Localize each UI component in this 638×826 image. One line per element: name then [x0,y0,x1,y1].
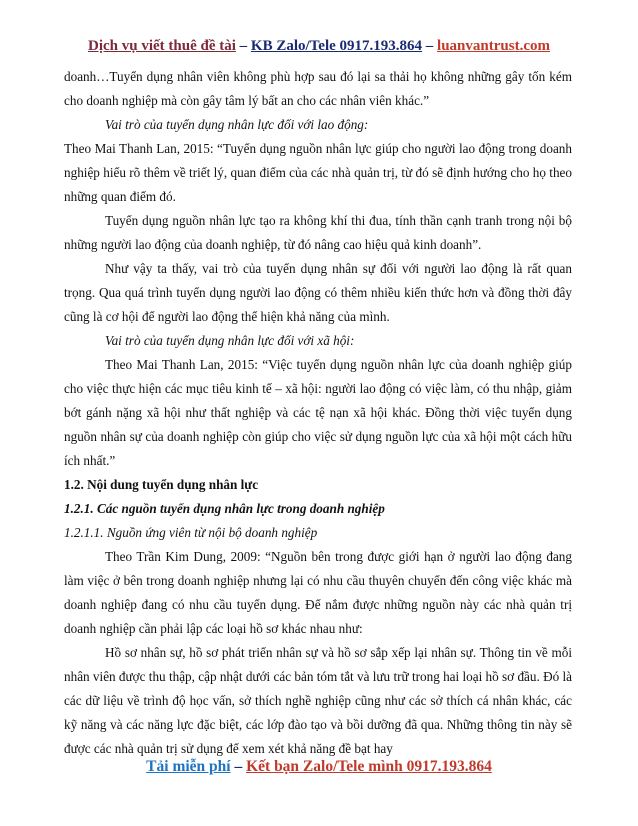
paragraph: doanh…Tuyển dụng nhân viên không phù hợp sau đó lại sa thải họ không những gây tốn kém cho doanh nghiệp mà còn gây tâm lý bất an cho các nhân viên khác.” [64,69,572,108]
header-separator: – [235,38,251,54]
footer-separator: – [230,758,247,775]
section-caption: Vai trò của tuyển dụng nhân lực đối với xã hội: [105,333,355,348]
document-body [64,65,572,761]
footer-contact-link[interactable]: Kết bạn Zalo/Tele mình 0917.193.864 [246,758,492,775]
heading-level-3: 1.2.1. Các nguồn tuyển dụng nhân lực trong doanh nghiệp [64,501,385,516]
paragraph: Theo Mai Thanh Lan, 2015: “Việc tuyển dụng nguồn nhân lực của doanh nghiệp giúp cho việc thực hiện các mục tiêu kinh tế – xã hội: người lao động có việc làm, có thu nhập, giảm bớt gánh nặng xã hội như thất nghiệp và các tệ nạn xã hội khác. Đồng thời việc tuyển dụng nguồn nhân sự của doanh nghiệp còn giúp cho việc sử dụng nguồn lực của xã hội một cách hữu ích nhất.” [64,357,572,468]
paragraph: Theo Trần Kim Dung, 2009: “Nguồn bên trong được giới hạn ở người lao động đang làm việc ở bên trong doanh nghiệp nhưng lại có nhu cầu thuyên chuyển đến công việc khác mà doanh nghiệp đang có nhu cầu tuyển dụng. Để nắm được những nguồn này các nhà quản trị doanh nghiệp cần phải lập các loại hồ sơ khác nhau như: [64,549,572,636]
header-contact-link[interactable]: KB Zalo/Tele 0917.193.864 [250,38,423,54]
paragraph: Hồ sơ nhân sự, hồ sơ phát triển nhân sự và hồ sơ sắp xếp lại nhân sự. Thông tin về mỗi nhân viên được thu thập, cập nhật dưới các bản tóm tắt và lưu trữ trong hai loại hồ sơ đầu. Đó là các dữ liệu về trình độ học vấn, sở thích nghề nghiệp cũng như các sở thích cá nhân khác, các kỹ năng và các năng lực đặc biệt, các lớp đào tạo và bồi dưỡng đã qua. Những thông tin này sẽ được các nhà quản trị sử dụng để xem xét khả năng đề bạt hay [64,645,573,756]
footer-download-link[interactable]: Tải miễn phí [146,758,231,775]
heading-level-2: 1.2. Nội dung tuyển dụng nhân lực [64,477,259,492]
header-website-link[interactable]: luanvantrust.com [437,38,550,54]
section-caption: Vai trò của tuyển dụng nhân lực đối với lao động: [105,117,369,132]
page-footer [0,758,638,776]
page-header [0,38,638,55]
heading-level-4: 1.2.1.1. Nguồn ứng viên từ nội bộ doanh nghiệp [64,525,318,540]
paragraph: Như vậy ta thấy, vai trò của tuyển dụng nhân sự đối với người lao động là rất quan trọng. Qua quá trình tuyển dụng người lao động có thêm nhiều kiến thức hơn và đồng thời đây cũng là cơ hội để người lao động thể hiện khả năng của mình. [64,261,572,324]
paragraph: Tuyển dụng nguồn nhân lực tạo ra không khí thi đua, tính thần cạnh tranh trong nội bộ những người lao động của doanh nghiệp, từ đó nâng cao hiệu quả kinh doanh”. [64,213,572,252]
header-separator: – [422,38,438,54]
header-service-link[interactable]: Dịch vụ viết thuê đề tài [88,38,236,54]
paragraph: Theo Mai Thanh Lan, 2015: “Tuyển dụng nguồn nhân lực giúp cho người lao động trong doanh nghiệp hiểu rõ thêm về triết lý, quan điểm của các nhà quản trị, từ đó sẽ định hướng cho họ theo những quan điểm đó. [64,141,572,204]
